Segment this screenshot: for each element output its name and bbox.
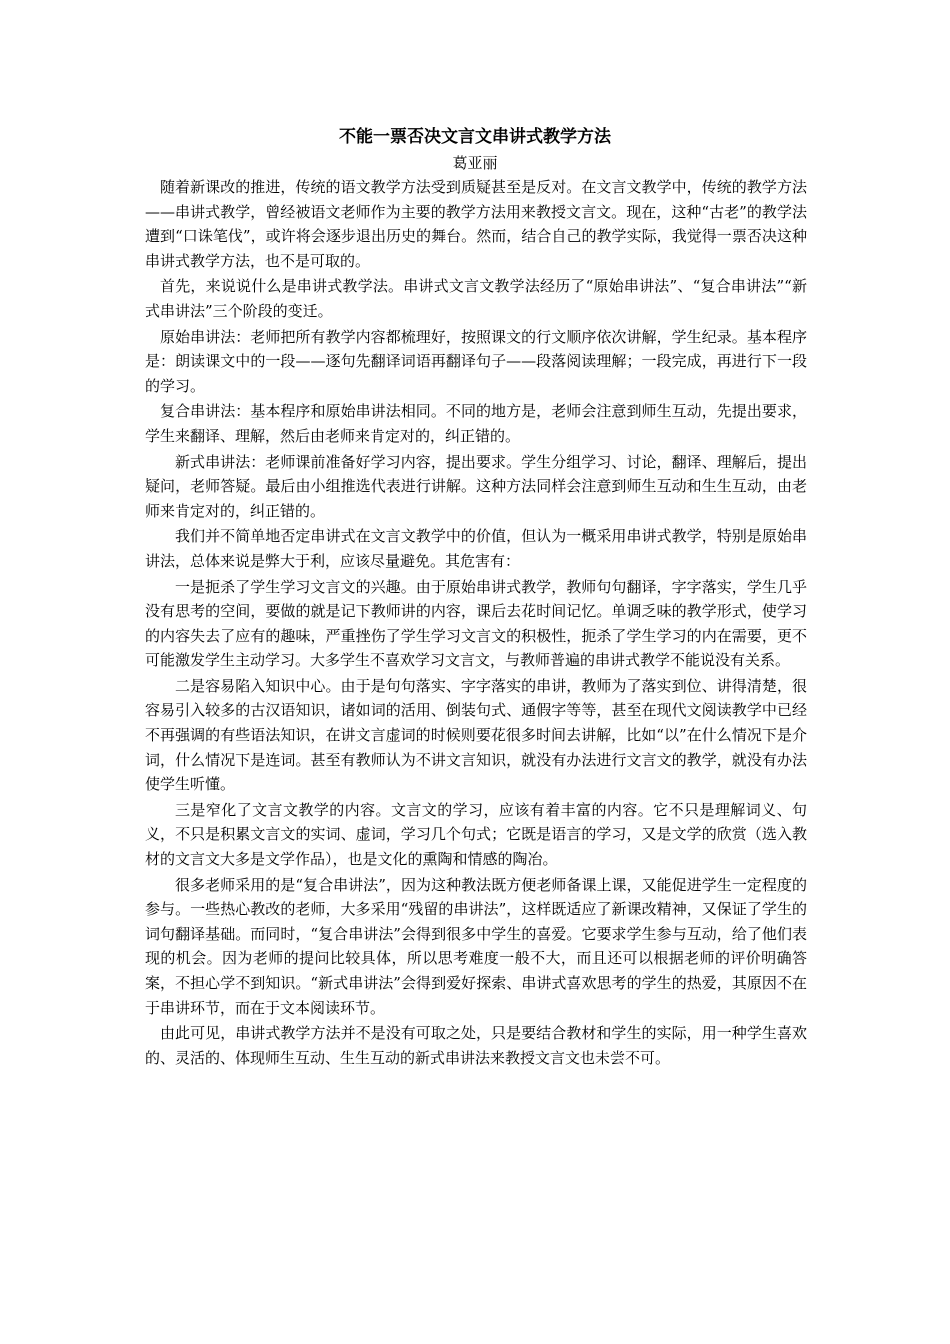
paragraph-evaluation: 我们并不简单地否定串讲式在文言文教学中的价值，但认为一概采用串讲式教学，特别是原始串讲法，总体来说是弊大于利，应该尽量避免。其危害有： [145, 527, 807, 570]
paragraph-conclusion: 由此可见，串讲式教学方法并不是没有可取之处，只是要结合教材和学生的实际，用一种学生喜欢的、灵活的、体现师生互动、生生互动的新式串讲法来教授文言文也未尝不可。 [145, 1024, 807, 1067]
paragraph-original-method: 原始串讲法：老师把所有教学内容都梳理好，按照课文的行文顺序依次讲解，学生纪录。基本程序是：朗读课文中的一段——逐句先翻译词语再翻译句子——段落阅读理解；一段完成，再进行下一段的学习。 [145, 327, 807, 395]
document-author: 葛亚丽 [452, 154, 498, 172]
paragraph-definition: 首先，来说说什么是串讲式教学法。串讲式文言文教学法经历了“原始串讲法”、“复合串讲法”“新式串讲法”三个阶段的变迁。 [145, 277, 807, 320]
paragraph-new-method: 新式串讲法：老师课前准备好学习内容，提出要求。学生分组学习、讨论，翻译、理解后，提出疑问，老师答疑。最后由小组推选代表进行讲解。这种方法同样会注意到师生互动和生生互动，由老师来肯定对的，纠正错的。 [145, 452, 807, 520]
paragraph-harm-three: 三是窄化了文言文教学的内容。文言文的学习，应该有着丰富的内容。它不只是理解词义、句义，不只是积累文言文的实词、虚词，学习几个句式；它既是语言的学习，又是文学的欣赏（选入教材的文言文大多是文学作品），也是文化的熏陶和情感的陶冶。 [145, 800, 807, 869]
document-body [145, 175, 807, 1071]
paragraph-compound-adoption: 很多老师采用的是“复合串讲法”，因为这种教法既方便老师备课上课，又能促进学生一定程度的参与。一些热心教改的老师，大多采用“残留的串讲法”，这样既适应了新课改精神，又保证了学生的词句翻译基础。而同时，“复合串讲法”会得到很多中学生的喜爱。它要求学生参与互动，给了他们表现的机会。因为老师的提问比较具体，所以思考难度一般不大，而且还可以根据老师的评价明确答案，不担心学不到知识。“新式串讲法”会得到爱好探索、串讲式喜欢思考的学生的热爱，其原因不在于串讲环节，而在于文本阅读环节。 [145, 875, 807, 1017]
document-title: 不能一票否决文言文串讲式教学方法 [339, 127, 611, 147]
paragraph-compound-method: 复合串讲法：基本程序和原始串讲法相同。不同的地方是，老师会注意到师生互动，先提出要求，学生来翻译、理解，然后由老师来肯定对的，纠正错的。 [145, 402, 807, 445]
paragraph-intro: 随着新课改的推进，传统的语文教学方法受到质疑甚至是反对。在文言文教学中，传统的教学方法——串讲式教学，曾经被语文老师作为主要的教学方法用来教授文言文。现在，这种“古老”的教学法遭到“口诛笔伐”，或许将会逐步退出历史的舞台。然而，结合自己的教学实际，我觉得一票否决这种串讲式教学方法，也不是可取的。 [145, 178, 807, 270]
paragraph-harm-two: 二是容易陷入知识中心。由于是句句落实、字字落实的串讲，教师为了落实到位、讲得清楚，很容易引入较多的古汉语知识，诸如词的活用、倒装句式、通假字等等，甚至在现代文阅读教学中已经不再强调的有些语法知识，在讲文言虚词的时候则要花很多时间去讲解，比如“以”在什么情况下是介词，什么情况下是连词。甚至有教师认为不讲文言知识，就没有办法进行文言文的教学，就没有办法使学生听懂。 [145, 676, 807, 794]
paragraph-harm-one: 一是扼杀了学生学习文言文的兴趣。由于原始串讲式教学，教师句句翻译，字字落实，学生几乎没有思考的空间，要做的就是记下教师讲的内容，课后去花时间记忆。单调乏味的教学形式，使学习的内容失去了应有的趣味，严重挫伤了学生学习文言文的积极性，扼杀了学生学习的内在需要，更不可能激发学生主动学习。大多学生不喜欢学习文言文，与教师普遍的串讲式教学不能说没有关系。 [145, 577, 807, 670]
